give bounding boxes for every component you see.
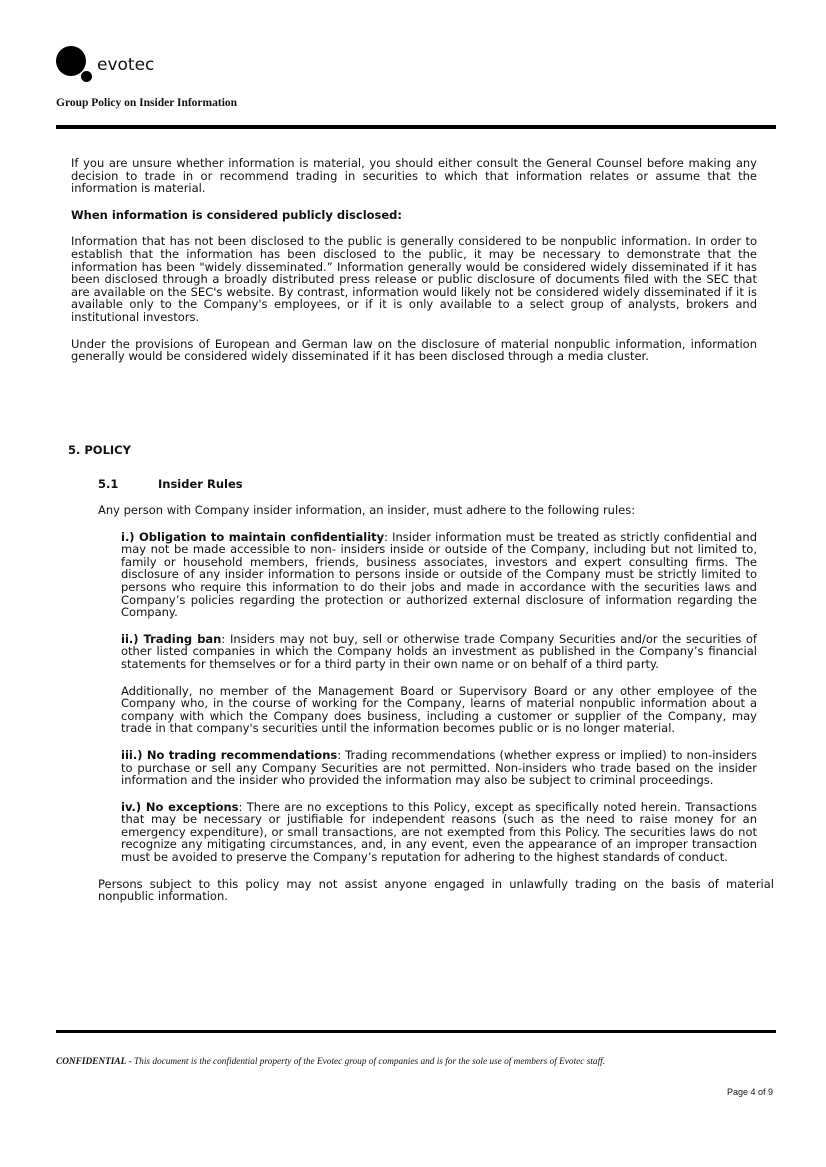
rule-title: iii.) No trading recommendations xyxy=(121,747,338,762)
public-disclosure-paragraph: Information that has not been disclosed to the public is generally considered to be nonpublic information. In order to establish that the information has been disclosed to the public, it may be necessary to demonstrate that the information has been "widely disseminated.” Information generally would be considered widely disseminated if it has been disclosed through a broadly distributed press release or public disclosure of documents filed with the SEC that are available on the SEC's website. By contrast, information would likely not be considered widely disseminated if it is available only to the Company's employees, or if it is only available to a select group of analysts, brokers and institutional investors. xyxy=(71,234,757,324)
materiality-paragraph: If you are unsure whether information is material, you should either consult the General Counsel before making any decision to trade in or recommend trading in securities to which that information relates or assume that the information is material. xyxy=(71,156,757,196)
logo-dot-large-icon xyxy=(56,46,86,76)
logo-text: evotec xyxy=(97,55,155,75)
section-heading-policy: 5. POLICY xyxy=(68,443,131,457)
confidentiality-footer xyxy=(56,1057,605,1067)
logo-dot-small-icon xyxy=(81,71,92,82)
rule-text: Additionally, no member of the Management Board or Supervisory Board or any other employee of the Company who, in the course of working for the Company, learns of material nonpublic information about a company with which the Company does business, including a customer or supplier of the Company, may trade in that company's securities until the information becomes public or is no longer material. xyxy=(121,683,757,736)
rule-confidentiality xyxy=(121,531,757,619)
rule-trading-ban-additional xyxy=(121,685,757,735)
rule-title: iv.) No exceptions xyxy=(121,799,239,814)
rules-list xyxy=(121,531,757,864)
subsection-heading-insider-rules xyxy=(98,477,243,491)
public-disclosure-heading: When information is considered publicly disclosed: xyxy=(71,207,403,222)
header-divider xyxy=(56,125,776,129)
rule-text: : There are no exceptions to this Policy, except as specifically noted herein. Transactions that may be necessary or justifiable for independent reasons (such as the need to raise money for an emergency expenditure), or small transactions, are not exempted from this Policy. The securities laws do not recognize any mitigating circumstances, and, in any event, even the appearance of an improper transaction must be avoided to preserve the Company’s reputation for adhering to the highest standards of conduct. xyxy=(121,799,757,865)
policy-body xyxy=(98,504,774,917)
european-law-paragraph: Under the provisions of European and German law on the disclosure of material nonpublic information, information generally would be considered widely disseminated if it has been disclosed through a media cluster. xyxy=(71,336,757,364)
rule-no-exceptions xyxy=(121,801,757,864)
subsection-number: 5.1 xyxy=(98,477,119,491)
rule-text: : Trading recommendations (whether express or implied) to non-insiders to purchase or sell any Company Securities are not permitted. Non-insiders who trade based on the insider information and the insider who provided the information may also be subject to criminal proceedings. xyxy=(121,747,757,788)
evotec-logo xyxy=(56,46,256,82)
rule-trading-ban xyxy=(121,633,757,671)
closing-paragraph: Persons subject to this policy may not assist anyone engaged in unlawfully trading on the basis of material nonpublic information. xyxy=(98,876,774,904)
rule-text: : Insider information must be treated as strictly confidential and may not be made accessible to non- insiders inside or outside of the Company, including but not limited to, family or household members, friends, business associates, investors and expert consulting firms. The disclosure of any insider information to persons inside or outside of the Company must be strictly limited to persons who require this information to do their jobs and made in accordance with the securities laws and Company’s policies regarding the protection or authorized external disclosure of information regarding the Company. xyxy=(121,529,758,620)
footer-divider xyxy=(56,1030,776,1033)
footer-label: CONFIDENTIAL xyxy=(56,1057,127,1067)
page-number: Page 4 of 9 xyxy=(726,1087,773,1097)
intro-section xyxy=(71,157,757,377)
rule-text: : Insiders may not buy, sell or otherwise trade Company Securities and/or the securities of other listed companies in which the Company holds an investment as published in the Company’s financial statements for themselves or for a third party in their own name or on behalf of a third party. xyxy=(121,631,757,671)
subsection-title: Insider Rules xyxy=(158,477,243,491)
footer-text: - This document is the confidential property of the Evotec group of companies and is for the sole use of members of Evotec staff. xyxy=(126,1057,606,1067)
rule-title: i.) Obligation to maintain confidentiality xyxy=(121,529,385,544)
rule-no-recommendations xyxy=(121,749,757,787)
rules-lead-paragraph: Any person with Company insider information, an insider, must adhere to the following rules: xyxy=(98,503,636,517)
rule-title: ii.) Trading ban xyxy=(121,631,222,646)
document-title: Group Policy on Insider Information xyxy=(56,97,238,109)
